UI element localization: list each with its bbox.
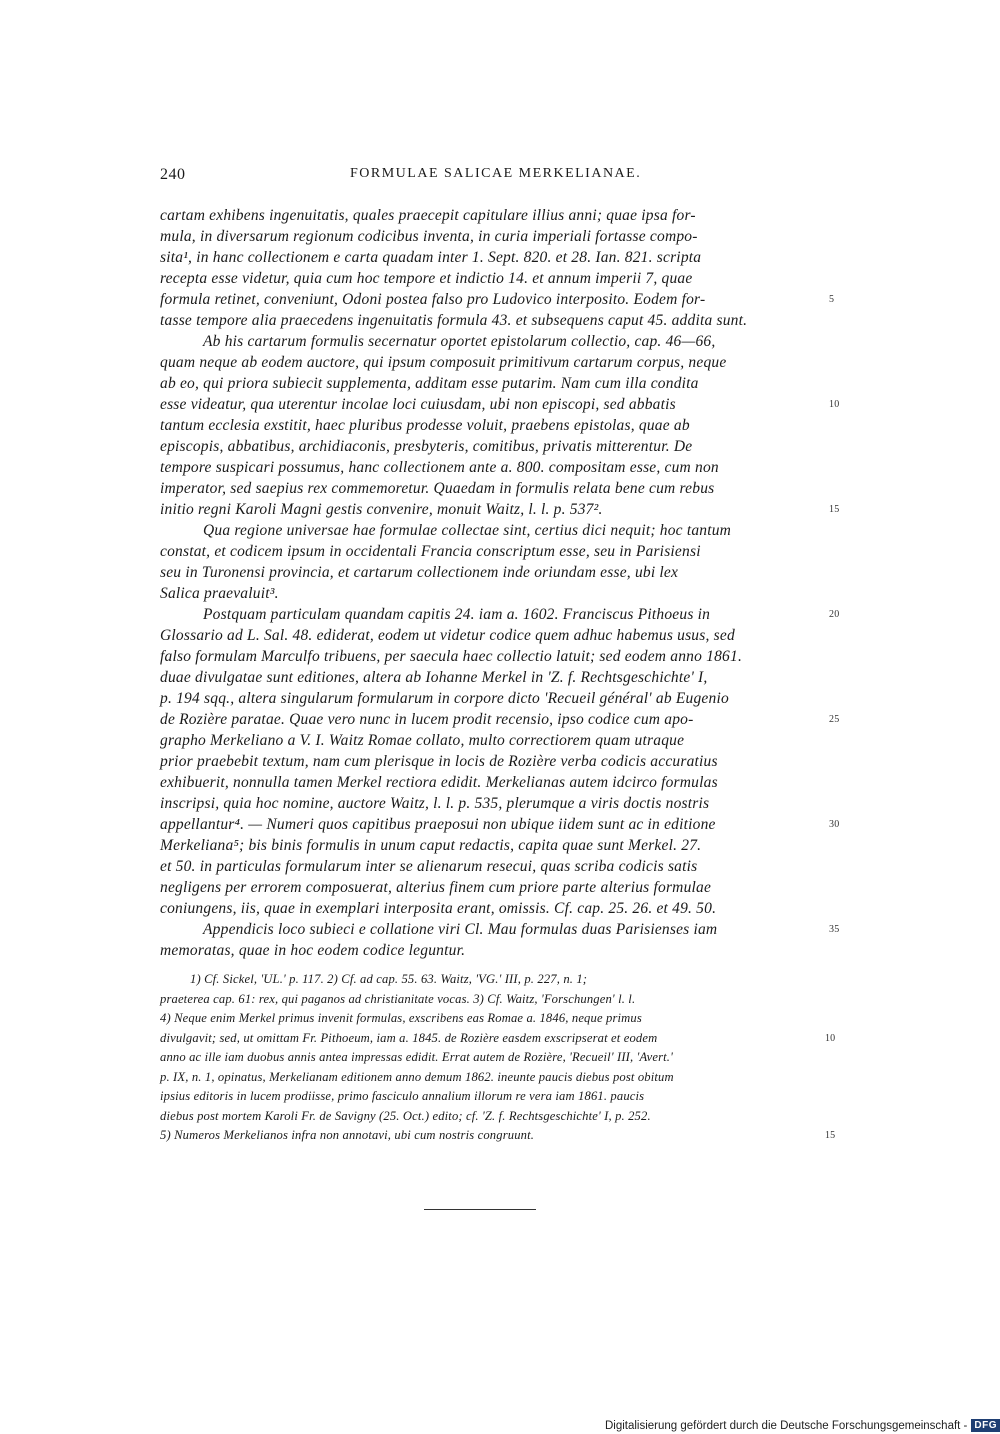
- line-text: inscripsi, quia hoc nomine, auctore Waitz, l. l. p. 535, plerumque a viris doctis nostris: [160, 795, 710, 812]
- line-number: 25: [829, 714, 840, 725]
- text-line: [160, 970, 825, 990]
- line-number: 30: [829, 819, 840, 830]
- text-line: [160, 940, 825, 961]
- text-line: [160, 373, 825, 394]
- line-text: recepta esse videtur, quia cum hoc tempore et indictio 14. et annum imperii 7, quae: [160, 270, 693, 287]
- line-text: 5) Numeros Merkelianos infra non annotavi, ubi cum nostris congruunt.: [160, 1128, 535, 1142]
- text-line: [160, 520, 825, 541]
- text-line: [160, 1048, 825, 1068]
- line-number: 35: [829, 924, 840, 935]
- line-text: episcopis, abbatibus, archidiaconis, presbyteris, comitibus, privatis mitterentur. De: [160, 438, 693, 455]
- line-text: tempore suspicari possumus, hanc collectionem ante a. 800. compositam esse, cum non: [160, 459, 719, 476]
- text-line: [160, 394, 840, 415]
- text-line: [160, 604, 840, 625]
- line-text: 4) Neque enim Merkel primus invenit formulas, exscribens eas Romae a. 1846, neque primus: [160, 1011, 642, 1025]
- line-text: de Rozière paratae. Quae vero nunc in lucem prodit recensio, ipso codice cum apo-: [160, 711, 694, 728]
- text-line: [160, 898, 825, 919]
- text-line: [160, 667, 825, 688]
- line-text: divulgavit; sed, ut omittam Fr. Pithoeum, iam a. 1845. de Rozière easdem exscripserat et eodem: [160, 1030, 658, 1045]
- text-line: [160, 1107, 825, 1127]
- text-line: [160, 919, 840, 940]
- line-text: appellantur⁴. — Numeri quos capitibus praeposui non ubique iidem sunt ac in editione: [160, 816, 716, 833]
- page-number: 240: [160, 166, 186, 183]
- line-text: negligens per errorem composuerat, alterius finem cum priore parte alterius formulae: [160, 879, 712, 896]
- text-line: [160, 457, 825, 478]
- line-text: diebus post mortem Karoli Fr. de Savigny (25. Oct.) edito; cf. 'Z. f. Rechtsgeschichte' I, p. 252.: [160, 1108, 651, 1123]
- text-line: [160, 352, 825, 373]
- text-line: [160, 436, 825, 457]
- text-line: [160, 814, 840, 835]
- text-line: [160, 310, 825, 331]
- text-line: [160, 625, 825, 646]
- text-line: [160, 793, 825, 814]
- line-text: 1) Cf. Sickel, 'UL.' p. 117. 2) Cf. ad cap. 55. 63. Waitz, 'VG.' III, p. 227, n. 1;: [190, 972, 588, 986]
- text-line: [160, 478, 825, 499]
- digitization-credit: [604, 1417, 1000, 1434]
- main-text: [160, 205, 840, 961]
- text-line: [160, 331, 825, 352]
- line-text: seu in Turonensi provincia, et cartarum collectionem inde oriundam esse, ubi lex: [160, 564, 679, 581]
- text-line: [160, 877, 825, 898]
- text-line: [160, 562, 825, 583]
- line-text: coniungens, iis, quae in exemplari interposita erant, omissis. Cf. cap. 25. 26. et 49. 50.: [160, 900, 717, 917]
- line-text: sita¹, in hanc collectionem e carta quadam inter 1. Sept. 820. et 28. Ian. 821. scripta: [160, 249, 702, 266]
- end-rule: [424, 1209, 536, 1210]
- text-line: [160, 730, 825, 751]
- text-line: [160, 1087, 825, 1107]
- text-line: [160, 751, 825, 772]
- line-text: esse videatur, qua uterentur incolae loci cuiusdam, ubi non episcopi, sed abbatis: [160, 396, 676, 413]
- dfg-logo: DFG: [971, 1419, 1000, 1432]
- text-line: [160, 709, 840, 730]
- running-title: FORMULAE SALICAE MERKELIANAE.: [350, 166, 642, 181]
- line-number: 20: [829, 609, 840, 620]
- page-header: [160, 166, 820, 186]
- line-number: 10: [825, 1032, 836, 1044]
- line-text: imperator, sed saepius rex commemoretur. Quaedam in formulis relata bene cum rebus: [160, 480, 715, 497]
- text-line: [160, 646, 825, 667]
- line-text: p. 194 sqq., altera singularum formularum in corpore dicto 'Recueil général' ab Eugenio: [160, 690, 729, 707]
- line-text: anno ac ille iam duobus annis antea impressas edidit. Errat autem de Rozière, 'Recueil' III, 'Avert.': [160, 1050, 673, 1064]
- text-line: [160, 541, 825, 562]
- line-text: falso formulam Marculfo tribuens, per saecula haec collectio latuit; sed eodem anno 1861.: [160, 648, 743, 665]
- text-line: [160, 205, 825, 226]
- credit-text: Digitalisierung gefördert durch die Deutsche Forschungsgemeinschaft -: [604, 1419, 968, 1432]
- line-text: quam neque ab eodem auctore, qui ipsum composuit primitivum cartarum corpus, neque: [160, 354, 727, 371]
- text-line: [160, 1029, 836, 1049]
- text-line: [160, 1068, 825, 1088]
- line-text: Postquam particulam quandam capitis 24. iam a. 1602. Franciscus Pithoeus in: [203, 606, 711, 623]
- text-line: [160, 990, 825, 1010]
- line-text: cartam exhibens ingenuitatis, quales praecepit capitulare illius anni; quae ipsa for-: [160, 207, 696, 224]
- line-text: memoratas, quae in hoc eodem codice leguntur.: [160, 942, 466, 959]
- line-number: 15: [829, 504, 840, 515]
- line-text: Appendicis loco subieci e collatione viri Cl. Mau formulas duas Parisienses iam: [203, 921, 718, 938]
- line-text: Merkeliana⁵; bis binis formulis in unum caput redactis, capita quae sunt Merkel. 27.: [160, 837, 702, 854]
- line-text: Glossario ad L. Sal. 48. ediderat, eodem ut videtur codice quem adhuc habemus usus, sed: [160, 627, 735, 644]
- text-line: [160, 289, 835, 310]
- line-text: tasse tempore alia praecedens ingenuitatis formula 43. et subsequens caput 45. addita sunt.: [160, 312, 748, 329]
- text-line: [160, 856, 825, 877]
- text-line: [160, 268, 825, 289]
- line-text: duae divulgatae sunt editiones, altera ab Iohanne Merkel in 'Z. f. Rechtsgeschichte' I,: [160, 669, 708, 686]
- line-text: et 50. in particulas formularum inter se alienarum resecui, quas scriba codicis satis: [160, 858, 698, 875]
- line-text: prior praebebit textum, nam cum plerisque in locis de Rozière verba codicis accuratius: [160, 753, 718, 770]
- line-number: 10: [829, 399, 840, 410]
- line-number: 15: [825, 1130, 836, 1141]
- line-text: praeterea cap. 61: rex, qui paganos ad christianitate vocas. 3) Cf. Waitz, 'Forschungen' l. l.: [160, 991, 636, 1006]
- text-line: [160, 835, 825, 856]
- line-text: grapho Merkeliano a V. I. Waitz Romae collato, multo correctiorem quam utraque: [160, 732, 685, 749]
- line-text: initio regni Karoli Magni gestis convenire, monuit Waitz, l. l. p. 537².: [160, 501, 603, 518]
- line-text: p. IX, n. 1, opinatus, Merkelianam editionem anno demum 1862. ineunte paucis diebus post obitum: [160, 1069, 674, 1084]
- text-line: [160, 1009, 825, 1029]
- text-line: [160, 247, 825, 268]
- line-text: exhibuerit, nonnulla tamen Merkel rectiora edidit. Merkelianas autem idcirco formulas: [160, 774, 718, 791]
- line-text: Ab his cartarum formulis secernatur oportet epistolarum collectio, cap. 46—66,: [203, 333, 716, 350]
- text-line: [160, 415, 825, 436]
- line-text: Salica praevaluit³.: [160, 585, 279, 602]
- line-text: mula, in diversarum regionum codicibus inventa, in curia imperiali fortasse compo-: [160, 228, 698, 245]
- line-number: 5: [829, 294, 835, 305]
- line-text: ab eo, qui priora subiecit supplementa, additam esse putarim. Nam cum illa condita: [160, 375, 699, 392]
- text-line: [160, 499, 840, 520]
- line-text: ipsius editoris in lucem prodiisse, primo fasciculo annalium illorum re vera iam 1861. paucis: [160, 1089, 645, 1103]
- text-line: [160, 772, 825, 793]
- line-text: Qua regione universae hae formulae collectae sint, certius dici nequit; hoc tantum: [203, 522, 732, 539]
- line-text: formula retinet, conveniunt, Odoni postea falso pro Ludovico interposito. Eodem for-: [160, 291, 706, 308]
- footnotes: [160, 970, 836, 1146]
- line-text: constat, et codicem ipsum in occidentali Francia conscriptum esse, seu in Parisiensi: [160, 543, 701, 560]
- text-line: [160, 688, 825, 709]
- text-line: [160, 1126, 836, 1146]
- line-text: tantum ecclesia exstitit, haec pluribus prodesse voluit, praebens epistolas, quae ab: [160, 417, 690, 434]
- text-line: [160, 226, 825, 247]
- text-line: [160, 583, 825, 604]
